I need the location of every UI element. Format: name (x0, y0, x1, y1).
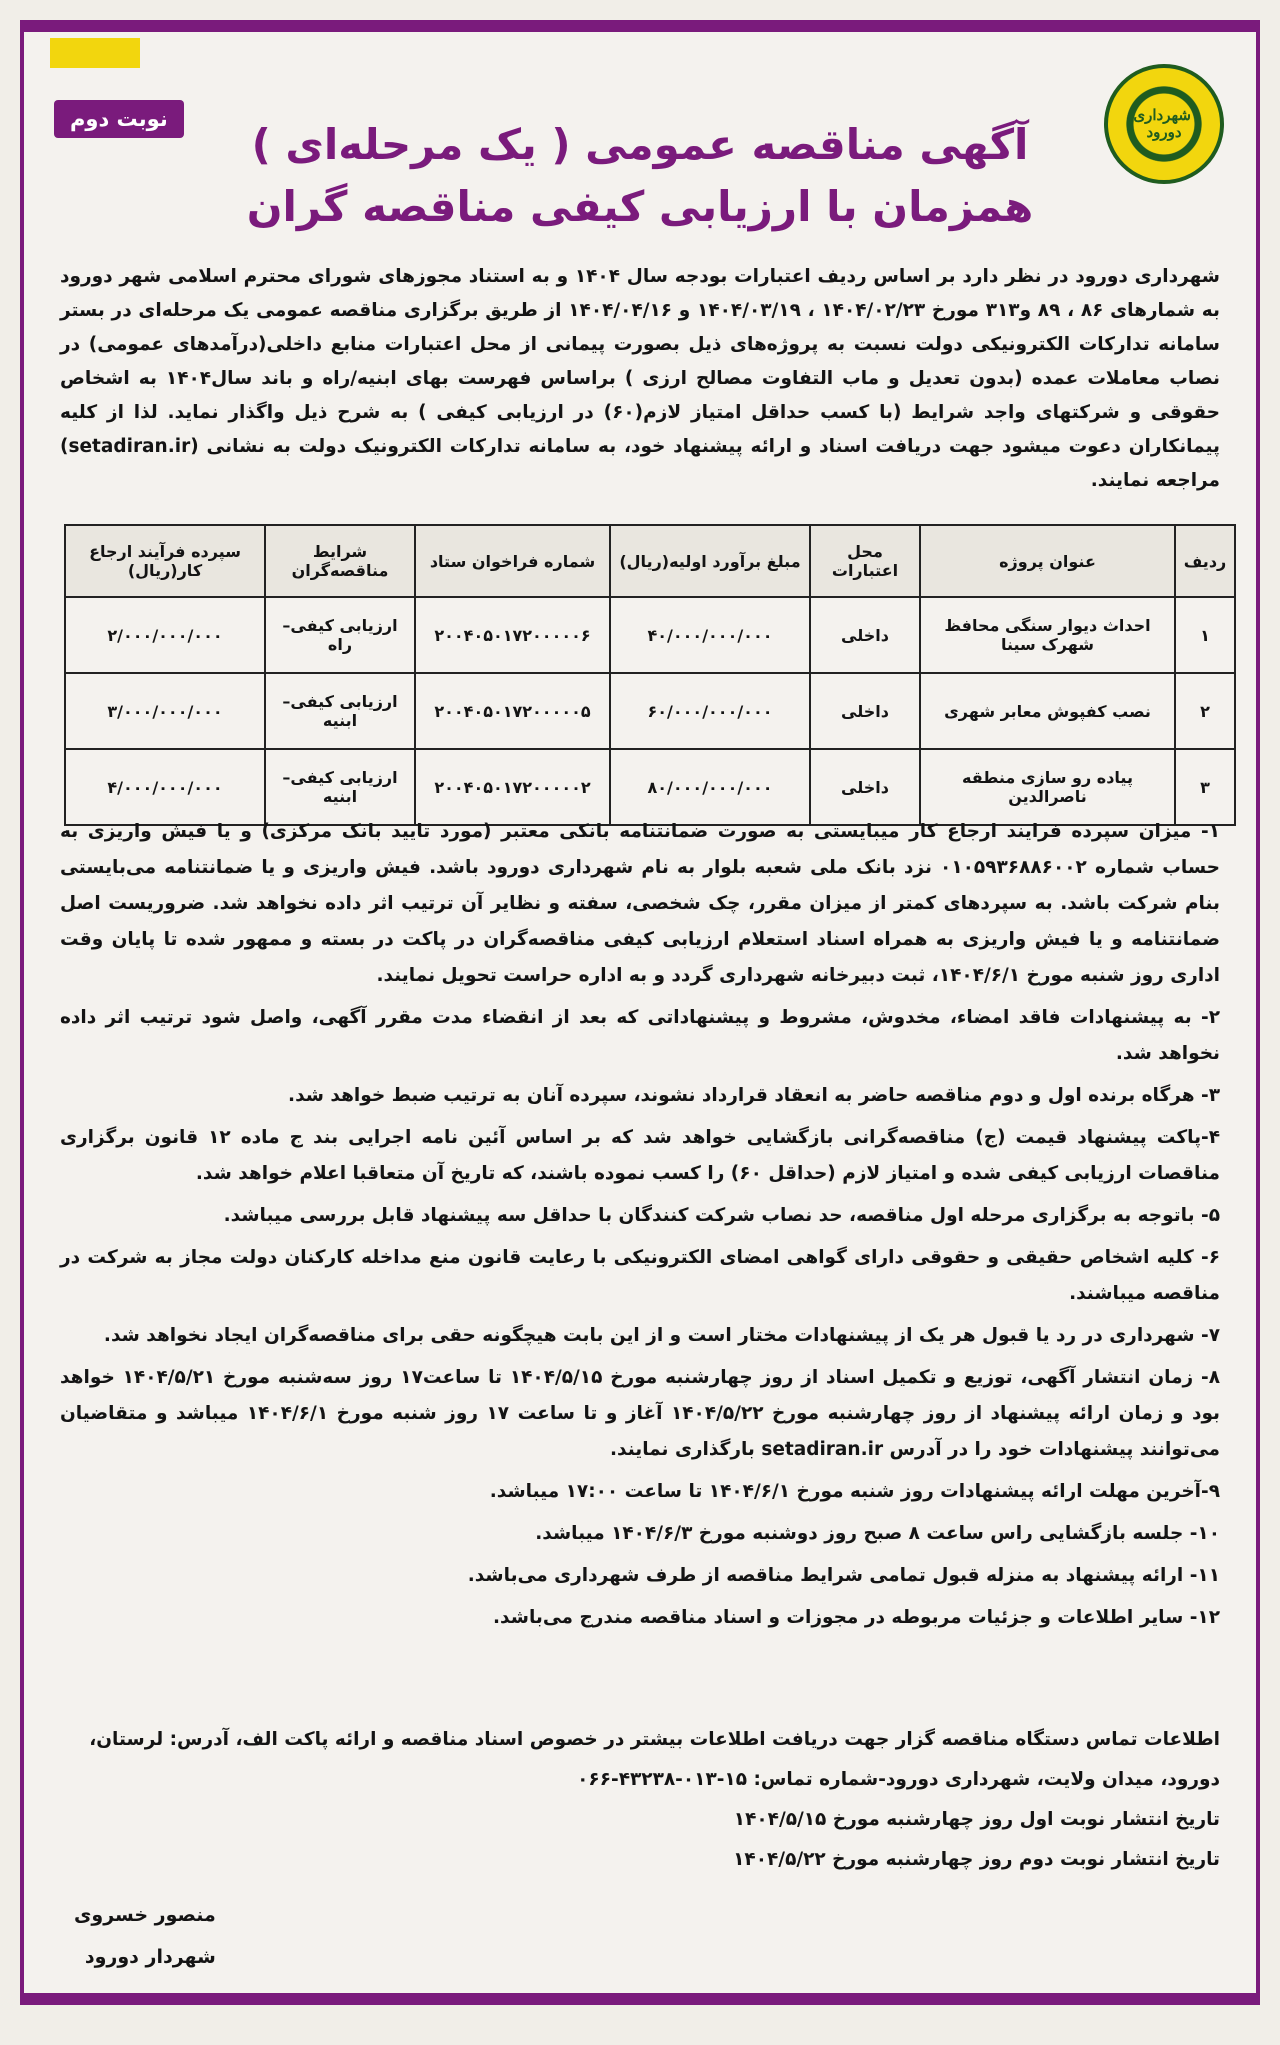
table-cell: احداث دیوار سنگی محافظ شهرک سینا (920, 597, 1175, 673)
term-item: ۹-آخرین مهلت ارائه پیشنهادات روز شنبه مورخ ۱۴۰۴/۶/۱ تا ساعت ۱۷:۰۰ میباشد. (489, 1481, 1220, 1502)
table-header: شرایط مناقصه‌گران (265, 525, 415, 597)
contact-address: اطلاعات تماس دستگاه مناقصه گزار جهت دریافت اطلاعات بیشتر در خصوص اسناد مناقصه و ارائه پاکت الف، آدرس: لرستان، دورود، میدان ولایت، شهرداری دورود-شماره تماس: ۱۵-۰۱۳-۴۳۲۳۸-۰۶۶ (89, 1729, 1220, 1790)
signature-block (74, 1894, 216, 1978)
table-cell: داخلی (810, 673, 920, 749)
table-cell: ارزیابی کیفی– ابنیه (265, 673, 415, 749)
round-badge: نوبت دوم (54, 100, 184, 138)
term-item: ۱۰- جلسه بازگشایی راس ساعت ۸ صبح روز دوشنبه مورخ ۱۴۰۴/۶/۳ میباشد. (535, 1523, 1220, 1544)
table-row (65, 673, 1235, 749)
signer-role: شهردار دورود (84, 1946, 216, 1968)
yellow-strip (50, 38, 140, 68)
table-cell: ۲۰۰۴۰۵۰۱۷۲۰۰۰۰۰۵ (415, 673, 610, 749)
table-cell: ۲ (1175, 673, 1235, 749)
term-item: ۸- زمان انتشار آگهی، توزیع و تکمیل اسناد از روز چهارشنبه مورخ ۱۴۰۴/۵/۱۵ تا ساعت۱۷ روز سه‌شنبه مورخ ۱۴۰۴/۵/۲۱ خواهد بود و زمان ارائه پیشنهاد از روز چهارشنبه مورخ ۱۴۰۴/۵/۲۲ آغاز و تا ساعت ۱۷ روز شنبه مورخ ۱۴۰۴/۶/۱ میباشد و متقاضیان می‌توانند پیشنهادات خود را در آدرس setadiran.ir بارگذاری نمایند. (60, 1367, 1221, 1460)
table-cell: ۴۰/۰۰۰/۰۰۰/۰۰۰ (610, 597, 810, 673)
table-header-row (65, 525, 1235, 597)
tender-notice (20, 20, 1260, 2005)
table-cell: ۱ (1175, 597, 1235, 673)
bottom-border (24, 1993, 1256, 2001)
table-cell: داخلی (810, 597, 920, 673)
term-item: ۱۲- سایر اطلاعات و جزئیات مربوطه در مجوزات و اسناد مناقصه مندرج می‌باشد. (493, 1607, 1220, 1628)
table-cell: پیاده رو سازی منطقه ناصرالدین (920, 749, 1175, 825)
table-header: مبلغ برآورد اولیه(ریال) (610, 525, 810, 597)
logo-text: شهرداری دورود (1133, 106, 1191, 141)
table-cell: ۲۰۰۴۰۵۰۱۷۲۰۰۰۰۰۲ (415, 749, 610, 825)
table-cell: ۴/۰۰۰/۰۰۰/۰۰۰ (65, 749, 265, 825)
contact-info (60, 1720, 1220, 1880)
projects-table (64, 524, 1236, 826)
table-cell: ارزیابی کیفی– راه (265, 597, 415, 673)
municipality-logo (1104, 64, 1224, 184)
table-cell: ۳/۰۰۰/۰۰۰/۰۰۰ (65, 673, 265, 749)
table-header: عنوان پروژه (920, 525, 1175, 597)
table-cell: ۲/۰۰۰/۰۰۰/۰۰۰ (65, 597, 265, 673)
table-cell: نصب کفپوش معابر شهری (920, 673, 1175, 749)
table-header: سپرده فرآیند ارجاع کار(ریال) (65, 525, 265, 597)
term-item: ۵- باتوجه به برگزاری مرحله اول مناقصه، حد نصاب شرکت کنندگان با حداقل سه پیشنهاد قابل بررسی میباشد. (223, 1205, 1220, 1226)
table-header: محل اعتبارات (810, 525, 920, 597)
publication-date-2: تاریخ انتشار نوبت دوم روز چهارشنبه مورخ ۱۴۰۴/۵/۲۲ (733, 1849, 1220, 1870)
term-item: ۲- به پیشنهادات فاقد امضاء، مخدوش، مشروط و پیشنهاداتی که بعد از انقضاء مدت مقرر آگهی، واصل شود ترتیب اثر داده نخواهد شد. (60, 1007, 1220, 1064)
title-line-2: همزمان با ارزیابی کیفی مناقصه گران (246, 182, 1034, 231)
terms-list (60, 814, 1220, 1642)
term-item: ۱- میزان سپرده فرایند ارجاع کار میبایستی به صورت ضمانتنامه بانکی معتبر (مورد تایید بانک مرکزی) و یا فیش واریزی به حساب شماره ۰۱۰۵۹۳۶۸۸۶۰۰۲ نزد بانک ملی شعبه بلوار به نام شهرداری دورود باشد. فیش واریزی و یا ضمانتنامه می‌بایستی بنام شرکت باشد. به سپردهای کمتر از میزان مقرر، چک شخصی، سفته و نظایر آن ترتیب اثر داده نخواهد شد. ضروریست اصل ضمانتنامه و یا فیش واریزی به همراه اسناد استعلام ارزیابی کیفی مناقصه‌گران در پاکت در بسته و ممهور شده تا پایان وقت اداری روز شنبه مورخ ۱۴۰۴/۶/۱، ثبت دبیرخانه شهرداری گردد و به اداره حراست تحویل نمایند. (60, 821, 1220, 986)
term-item: ۳- هرگاه برنده اول و دوم مناقصه حاضر به انعقاد قرارداد نشوند، سپرده آنان به ترتیب ضبط خواهد شد. (288, 1085, 1220, 1106)
table-cell: داخلی (810, 749, 920, 825)
table-cell: ۳ (1175, 749, 1235, 825)
intro-paragraph: شهرداری دورود در نظر دارد بر اساس ردیف اعتبارات بودجه سال ۱۴۰۴ و به استناد مجوزهای شورای محترم اسلامی شهر دورود به شمارهای ۸۶ ، ۸۹ و۳۱۳ مورخ ۱۴۰۴/۰۲/۲۳ ، ۱۴۰۴/۰۳/۱۹ و ۱۴۰۴/۰۴/۱۶ از طریق برگزاری مناقصه عمومی یک مرحله‌ای در بستر سامانه تدارکات الکترونیکی دولت نسبت به پروژه‌های ذیل بصورت پیمانی از محل اعتبارات منابع داخلی(درآمدهای عمومی) در نصاب معاملات عمده (بدون تعدیل و ماب التفاوت مصالح ارزی ) براساس فهرست بهای ابنیه/راه و باند سال۱۴۰۴ به اشخاص حقوقی و شرکتهای واجد شرایط (با کسب حداقل امتیاز لازم(۶۰) در ارزیابی کیفی ) به شرح ذیل واگذار نماید. لذا از کلیه پیمانکاران دعوت میشود جهت دریافت اسناد و ارائه پیشنهاد خود، به سامانه تدارکات الکترونیک دولت به نشانی (setadiran.ir) مراجعه نمایند. (60, 266, 1220, 491)
table-header: شماره فراخوان ستاد (415, 525, 610, 597)
term-item: ۱۱- ارائه پیشنهاد به منزله قبول تمامی شرایط مناقصه از طرف شهرداری می‌باشد. (467, 1565, 1220, 1586)
signer-name: منصور خسروی (74, 1904, 216, 1926)
term-item: ۴-پاکت پیشنهاد قیمت (ج) مناقصه‌گرانی بازگشایی خواهد شد که بر اساس آئین نامه اجرایی بند ج ماده ۱۲ قانون برگزاری مناقصات ارزیابی کیفی شده و امتیاز لازم (حداقل ۶۰) را کسب نموده باشند، که تاریخ آن متعاقبا اعلام خواهد شد. (60, 1127, 1220, 1184)
table-header: ردیف (1175, 525, 1235, 597)
table-cell: ۲۰۰۴۰۵۰۱۷۲۰۰۰۰۰۶ (415, 597, 610, 673)
table-cell: ۶۰/۰۰۰/۰۰۰/۰۰۰ (610, 673, 810, 749)
table-cell: ارزیابی کیفی– ابنیه (265, 749, 415, 825)
table-cell: ۸۰/۰۰۰/۰۰۰/۰۰۰ (610, 749, 810, 825)
top-border (24, 24, 1256, 32)
notice-title (194, 114, 1086, 238)
term-item: ۷- شهرداری در رد یا قبول هر یک از پیشنهادات مختار است و از این بابت هیچگونه حقی برای مناقصه‌گران ایجاد نخواهد شد. (103, 1325, 1220, 1346)
publication-date-1: تاریخ انتشار نوبت اول روز چهارشنبه مورخ ۱۴۰۴/۵/۱۵ (733, 1809, 1220, 1830)
table-row (65, 597, 1235, 673)
title-line-1: آگهی مناقصه عمومی ( یک مرحله‌ای ) (251, 120, 1029, 169)
term-item: ۶- کلیه اشخاص حقیقی و حقوقی دارای گواهی امضای الکترونیکی با رعایت قانون منع مداخله کارکنان دولت مجاز به شرکت در مناقصه میباشند. (60, 1247, 1220, 1304)
